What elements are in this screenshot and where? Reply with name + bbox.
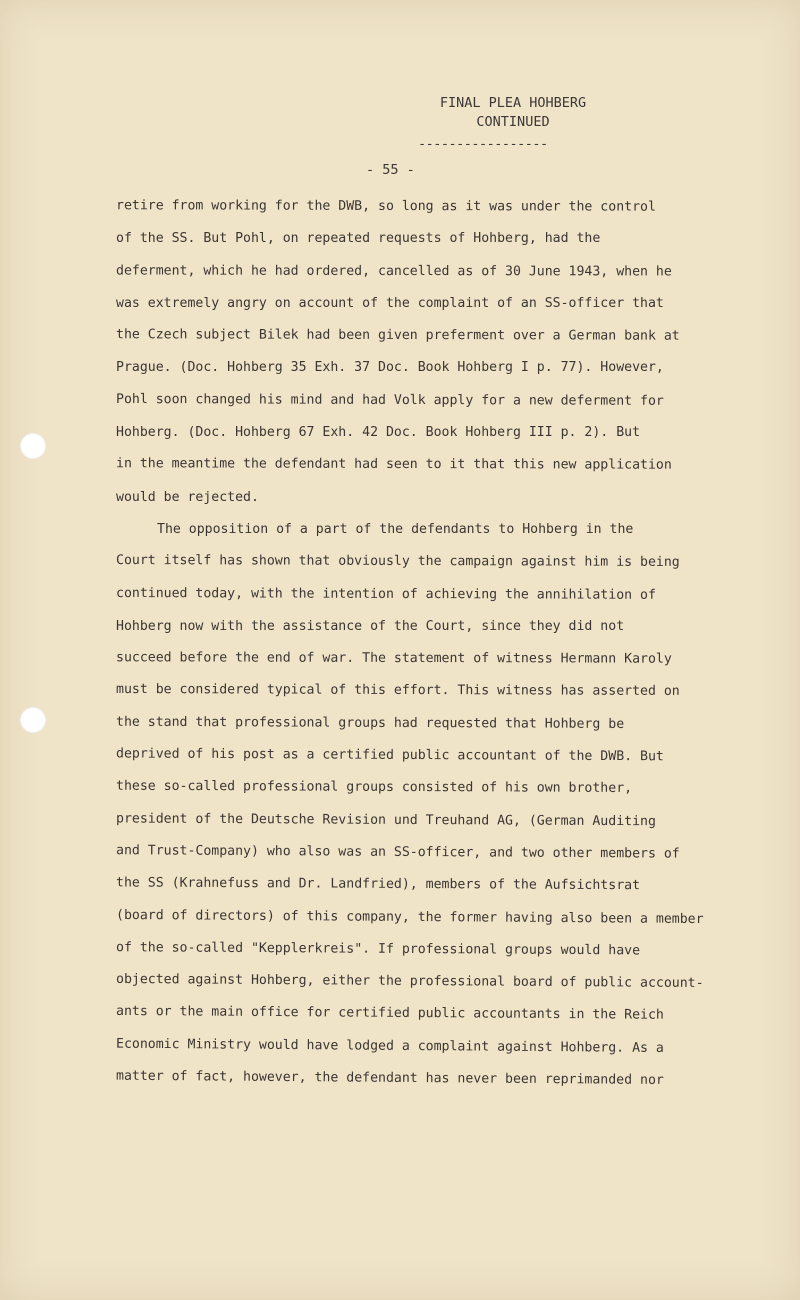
- text-line: Hohberg now with the assistance of the Court, since they did not: [116, 618, 625, 634]
- text-line: Court itself has shown that obviously the campaign against him is being: [115, 553, 680, 571]
- text-line: these so-called professional groups consisted of his own brother,: [115, 779, 633, 797]
- text-line: objected against Hohberg, either the professional board of public account-: [115, 972, 704, 992]
- text-line: was extremely angry on account of the complaint of an SS-officer that: [116, 295, 664, 311]
- text-line: ants or the main office for certified public accountants in the Reich: [115, 1004, 664, 1024]
- text-line: must be considered typical of this effort. This witness has asserted on: [115, 682, 680, 700]
- text-line: Prague. (Doc. Hohberg 35 Exh. 37 Doc. Book Hohberg I p. 77). However,: [116, 360, 664, 376]
- text-line: deferment, which he had ordered, cancelled as of 30 June 1943, when he: [115, 263, 672, 280]
- header-title: FINAL PLEA HOHBERG: [439, 95, 587, 111]
- text-line: matter of fact, however, the defendant has never been reprimanded nor: [115, 1068, 664, 1088]
- punch-hole-top: [20, 433, 46, 459]
- text-line: continued today, with the intention of achieving the annihilation of: [115, 585, 656, 603]
- text-line: The opposition of a part of the defendants to Hohberg in the: [157, 521, 634, 537]
- header-subtitle: CONTINUED: [476, 114, 550, 130]
- text-line: of the so-called "Kepplerkreis". If professional groups would have: [115, 939, 641, 959]
- text-line: the Czech subject Bilek had been given preferment over a German bank at: [115, 327, 680, 344]
- text-line: and Trust-Company) who also was an SS-officer, and two other members of: [115, 843, 680, 862]
- text-line: deprived of his post as a certified public accountant of the DWB. But: [115, 746, 664, 765]
- text-line: would be rejected.: [116, 489, 259, 505]
- body-text: [116, 194, 716, 1098]
- text-line: president of the Deutsche Revision und Treuhand AG, (German Auditing: [115, 811, 656, 829]
- paragraph-2: [116, 517, 716, 1098]
- text-line: Economic Ministry would have lodged a complaint against Hohberg. As a: [115, 1036, 664, 1056]
- text-line: succeed before the end of war. The statement of witness Hermann Karoly: [115, 650, 672, 667]
- text-line: Pohl soon changed his mind and had Volk apply for a new deferment for: [115, 391, 664, 409]
- document-header: [418, 94, 608, 154]
- text-line: in the meantime the defendant had seen to it that this new application: [115, 456, 672, 474]
- text-line: the stand that professional groups had requested that Hohberg be: [115, 714, 625, 732]
- paragraph-1: [116, 194, 716, 517]
- page-number: - 55 -: [366, 162, 415, 178]
- text-line: (board of directors) of this company, the former having also been a member: [115, 907, 704, 927]
- text-line: Hohberg. (Doc. Hohberg 67 Exh. 42 Doc. Book Hohberg III p. 2). But: [116, 425, 641, 441]
- text-line: retire from working for the DWB, so long as it was under the control: [115, 198, 656, 215]
- text-line: of the SS. But Pohl, on repeated requests of Hohberg, had the: [116, 231, 601, 247]
- punch-hole-bottom: [20, 707, 46, 733]
- header-rule: -----------------: [418, 136, 548, 152]
- text-line: the SS (Krahnefuss and Dr. Landfried), members of the Aufsichtsrat: [115, 875, 641, 894]
